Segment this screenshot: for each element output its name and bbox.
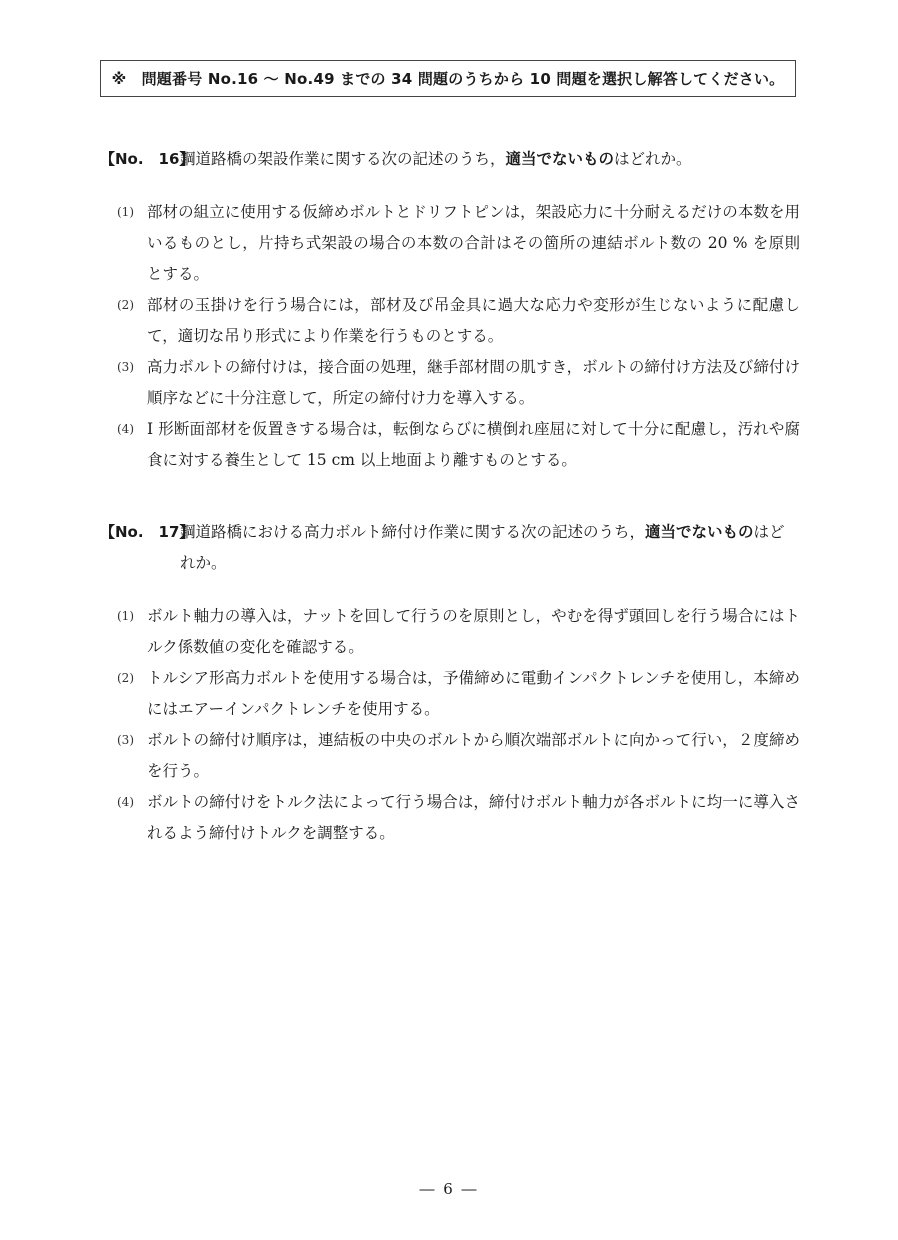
question-number: 【No. 17】 [100, 523, 195, 541]
option-label: (2) [117, 671, 134, 685]
option-text: I 形断面部材を仮置きする場合は，転倒ならびに横倒れ座屈に対して十分に配慮し，汚れや腐食に対する養生として 15 cm 以上地面より離すものとする。 [147, 420, 800, 469]
stem-text: 鋼道路橋における高力ボルト締付け作業に関する次の記述のうち， [180, 523, 646, 541]
option-text: 部材の玉掛けを行う場合には，部材及び吊金具に過大な応力や変形が生じないように配慮して，適切な吊り形式により作業を行うものとする。 [147, 296, 800, 345]
option-text: ボルト軸力の導入は，ナットを回して行うのを原則とし，やむを得ず頭回しを行う場合にはトルク係数値の変化を確認する。 [147, 607, 800, 656]
option-1 [117, 197, 800, 290]
option-label: (2) [117, 298, 134, 312]
instruction-text: ※ 問題番号 No.16 ～ No.49 までの 34 問題のうちから 10 問題を選択し解答してください。 [111, 70, 785, 88]
option-label: (3) [117, 733, 134, 747]
option-4 [117, 414, 800, 476]
option-list [100, 197, 800, 476]
question-stem [180, 144, 800, 175]
option-text: ボルトの締付け順序は，連結板の中央のボルトから順次端部ボルトに向かって行い，２度締めを行う。 [147, 731, 800, 780]
option-4 [117, 787, 800, 849]
stem-emphasis: 適当でないもの [505, 150, 615, 168]
option-label: (1) [117, 609, 134, 623]
instruction-notice [100, 60, 796, 97]
option-text: トルシア形高力ボルトを使用する場合は，予備締めに電動インパクトレンチを使用し，本締めにはエアーインパクトレンチを使用する。 [147, 669, 800, 718]
option-3 [117, 725, 800, 787]
option-text: 部材の組立に使用する仮締めボルトとドリフトピンは，架設応力に十分耐えるだけの本数を用いるものとし，片持ち式架設の場合の本数の合計はその箇所の連結ボルト数の 20 % を原則とする。 [147, 203, 800, 283]
stem-text-end: はどれか。 [614, 150, 692, 168]
stem-emphasis: 適当でないもの [645, 523, 754, 541]
option-label: (4) [117, 795, 134, 809]
option-label: (4) [117, 422, 134, 436]
question-stem [180, 517, 800, 579]
option-1 [117, 601, 800, 663]
question-17 [100, 517, 800, 849]
question-16 [100, 144, 800, 476]
option-3 [117, 352, 800, 414]
option-list [100, 601, 800, 849]
stem-text: 鋼道路橋の架設作業に関する次の記述のうち， [180, 150, 506, 168]
page-number: ― 6 ― [419, 1180, 479, 1198]
option-label: (3) [117, 360, 134, 374]
option-text: 高力ボルトの締付けは，接合面の処理，継手部材間の肌すき，ボルトの締付け方法及び締付け順序などに十分注意して，所定の締付け力を導入する。 [147, 358, 800, 407]
option-2 [117, 663, 800, 725]
option-text: ボルトの締付けをトルク法によって行う場合は，締付けボルト軸力が各ボルトに均一に導入されるよう締付けトルクを調整する。 [147, 793, 800, 842]
question-header [100, 517, 800, 579]
stem-text-end: はどれか。 [180, 523, 785, 572]
question-header [100, 144, 800, 175]
option-2 [117, 290, 800, 352]
option-label: (1) [117, 205, 134, 219]
question-number: 【No. 16】 [100, 150, 195, 168]
